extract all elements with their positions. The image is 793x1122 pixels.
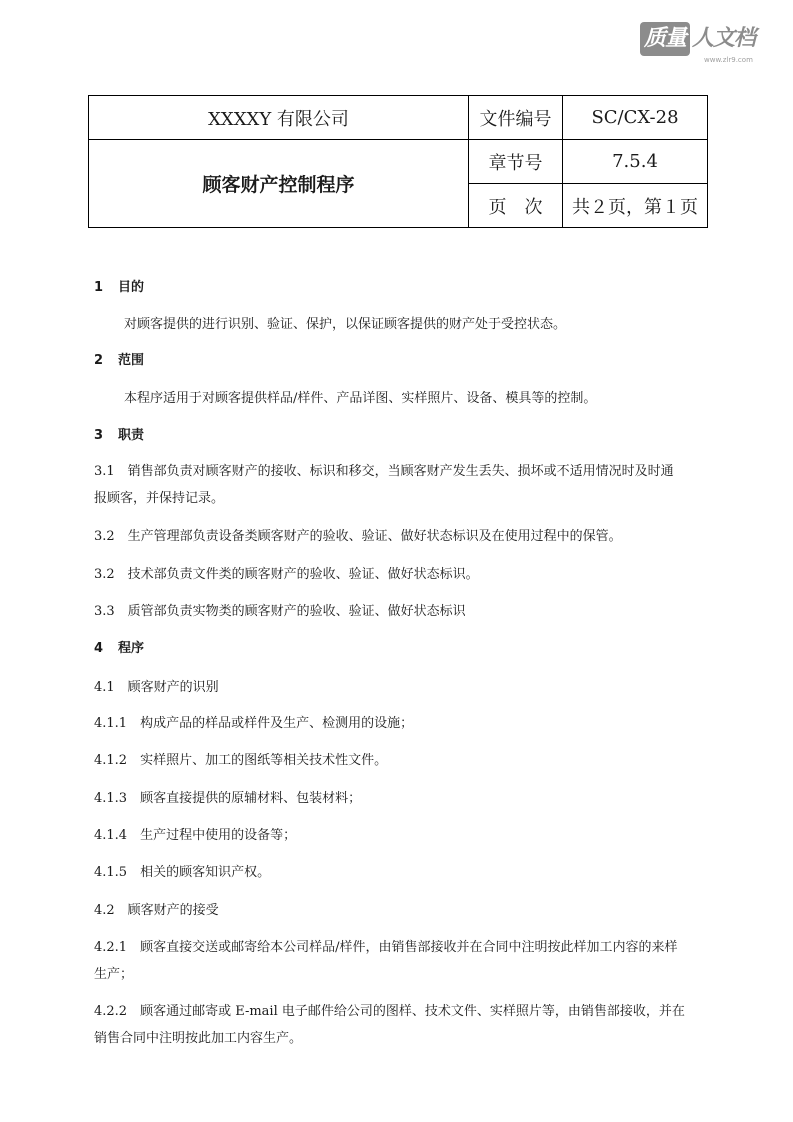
doc-no-label: 文件编号 — [469, 96, 563, 140]
item-4-2-2-line2: 销售合同中注明按此加工内容生产。 — [94, 1031, 303, 1046]
section-value: 7.5.4 — [563, 140, 708, 184]
item-4-1: 4.1 顾客财产的识别 — [94, 680, 219, 695]
section-4-heading — [94, 637, 720, 656]
section-3-heading — [94, 424, 720, 443]
site-watermark — [640, 22, 785, 64]
doc-no-value: SC/CX-28 — [563, 96, 708, 140]
item-3-2-technical: 3.2 技术部负责文件类的顾客财产的验收、验证、做好状态标识。 — [94, 567, 479, 582]
item-4-2-1-line1: 4.2.1 顾客直接交送或邮寄给本公司样品/样件，由销售部接收并在合同中注明按此样加工内容的来样 — [94, 940, 678, 955]
item-3-1-line1: 3.1 销售部负责对顾客财产的接收、标识和移交，当顾客财产发生丢失、损坏或不适用情况时及时通 — [94, 464, 674, 479]
section-number: 4 — [94, 641, 104, 656]
page-value: 共２页，第１页 — [563, 184, 708, 228]
section-1-text: 对顾客提供的进行识别、验证、保护，以保证顾客提供的财产处于受控状态。 — [124, 317, 567, 332]
watermark-logo-box: 质量 — [640, 22, 690, 56]
watermark-url: www.zlr9.com — [704, 56, 753, 64]
section-2-text: 本程序适用于对顾客提供样品/样件、产品详图、实样照片、设备、模具等的控制。 — [124, 391, 597, 406]
item-4-1-4: 4.1.4 生产过程中使用的设备等； — [94, 828, 297, 843]
item-4-1-1: 4.1.1 构成产品的样品或样件及生产、检测用的设施； — [94, 716, 414, 731]
section-2-heading — [94, 349, 720, 368]
item-3-3-quality: 3.3 质管部负责实物类的顾客财产的验收、验证、做好状态标识 — [94, 604, 466, 619]
item-4-2: 4.2 顾客财产的接受 — [94, 903, 219, 918]
item-4-2-2-line1: 4.2.2 顾客通过邮寄或 E-mail 电子邮件给公司的图样、技术文件、实样照片等，由销售部接收，并在 — [94, 1004, 685, 1019]
item-3-2-production: 3.2 生产管理部负责设备类顾客财产的验收、验证、做好状态标识及在使用过程中的保管。 — [94, 529, 622, 544]
section-label: 章节号 — [469, 140, 563, 184]
section-1-heading — [94, 276, 720, 295]
section-title: 程序 — [118, 641, 145, 656]
section-number: 1 — [94, 280, 104, 295]
document-header-table — [88, 95, 708, 228]
item-4-1-5: 4.1.5 相关的顾客知识产权。 — [94, 865, 271, 880]
item-4-2-1-line2: 生产； — [94, 967, 134, 982]
item-4-1-2: 4.1.2 实样照片、加工的图纸等相关技术性文件。 — [94, 753, 388, 768]
item-3-1-line2: 报顾客，并保持记录。 — [94, 491, 225, 506]
document-title: 顾客财产控制程序 — [89, 140, 469, 228]
page-label: 页 次 — [469, 184, 563, 228]
section-title: 目的 — [118, 280, 145, 295]
company-name: XXXXY 有限公司 — [89, 96, 469, 140]
watermark-logo-text: 人文档 — [692, 26, 756, 51]
section-number: 3 — [94, 428, 104, 443]
section-number: 2 — [94, 353, 104, 368]
section-title: 职责 — [118, 428, 145, 443]
item-4-1-3: 4.1.3 顾客直接提供的原辅材料、包装材料； — [94, 791, 362, 806]
section-title: 范围 — [118, 353, 145, 368]
